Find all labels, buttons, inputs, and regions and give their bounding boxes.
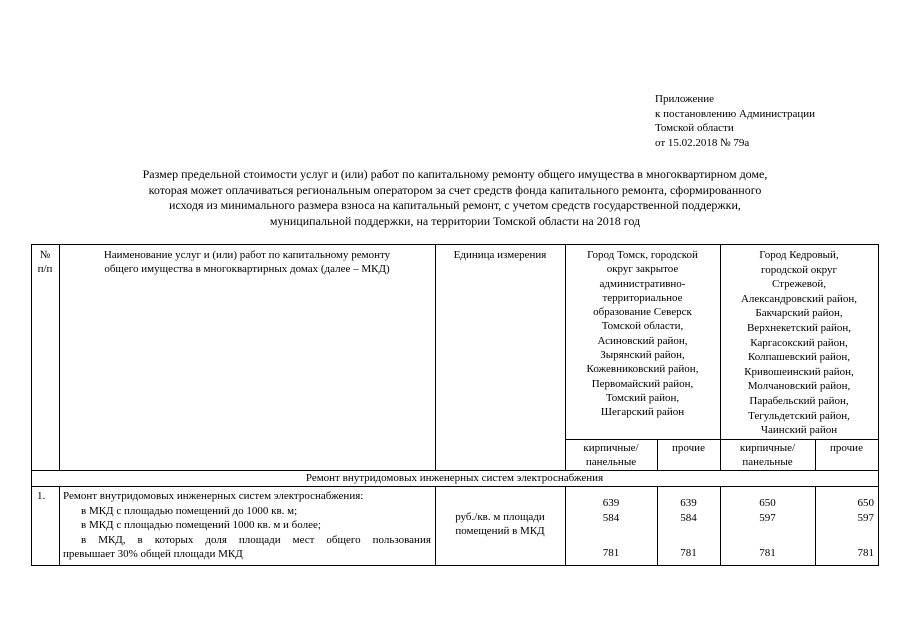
subheader-text: кирпичные/ [583,442,639,454]
region-line: Кожевниковский район, [586,363,699,376]
region-line: Чаинский район [760,424,838,437]
row-item: в МКД с площадью помещений 1000 кв. м и более; [81,519,321,532]
header-text: № [39,249,51,261]
header-text: Наименование услуг и (или) работ по капитальному ремонту [103,249,391,261]
region-line: Зырянский район, [600,349,685,362]
column-rule [59,244,60,470]
title-line: Размер предельной стоимости услуг и (или) работ по капитальному ремонту общего имущества в многоквартирном доме, [142,167,768,181]
row-title: Ремонт внутридомовых инженерных систем электроснабжения: [63,490,364,502]
column-rule [435,244,436,470]
value-cell: 650 [759,497,776,509]
row-item-justified [63,533,431,548]
table-border [31,244,32,565]
region-line: Молчановский район, [747,380,851,393]
value-cell: 781 [857,547,874,559]
document-title [60,167,850,229]
header-text: общего имущества в многоквартирных домах (далее – МКД) [104,263,390,276]
subheader-text: панельные [742,456,793,469]
header-number [31,248,59,277]
header-region-group-1 [565,248,720,420]
row-word: доля [205,533,227,546]
appendix-line: от 15.02.2018 № 79а [655,136,750,149]
subheader-text: панельные [585,456,637,469]
row-item: превышает 30% общей площади МКД [63,548,243,561]
row-item: в МКД с площадью помещений до 1000 кв. м; [81,504,298,517]
region-line: территориальное [602,291,683,304]
row-word: в [81,533,87,546]
region-line: Александровский район, [740,292,858,305]
subheader-text: кирпичные/ [739,442,796,454]
appendix-line: к постановлению Администрации [655,107,816,120]
header-region-group-2 [720,248,878,438]
table-border [878,244,879,565]
row-service-name [63,489,431,562]
region-line: Колпашевский район, [747,351,851,364]
region-line: Парабельский район, [749,394,849,407]
value-cell: 781 [602,547,620,559]
region-line: Город Томск, городской [587,249,698,261]
unit-text: руб./кв. м площади [455,511,545,523]
title-line: исходя из минимального размера взноса на капитальный ремонт, с учетом средств государственной поддержки, [169,198,741,212]
table-border [31,244,879,245]
region-line: Стрежевой, [771,278,827,291]
row-word: которых [154,533,194,546]
header-service-name [59,248,435,277]
region-line: Каргасокский район, [750,336,848,349]
region-line: Тегульдетский район, [748,409,850,422]
header-unit: Единица измерения [453,249,547,261]
row-word: общего [326,533,361,546]
region-line: Первомайский район, [591,377,694,390]
region-line: округ закрытое [606,263,679,276]
row-unit [435,510,565,539]
row-word: в [137,533,143,546]
row-word: пользования [372,533,431,546]
row-rule [31,486,879,487]
region-line: Шегарский район [600,406,685,419]
subheader-other: прочие [672,442,705,454]
subheader-brick-panel [720,441,815,470]
value-cell: 597 [857,512,874,524]
region-line: Томской области, [601,320,684,333]
value-cell: 781 [759,547,776,559]
appendix-line: Приложение [655,93,715,105]
row-word: площади [238,533,281,546]
value-cell: 639 [680,497,697,509]
region-line: Кривошеинский район, [744,365,854,378]
row-number: 1. [37,490,46,502]
value-cell: 650 [857,497,874,509]
title-line: муниципальной поддержки, на территории Томской области на 2018 год [269,213,641,228]
value-cell: 597 [759,512,776,524]
title-line: которая может оплачиваться региональным оператором за счет средств фонда капитального ремонта, сформированного [148,182,762,197]
appendix-line: Томской области [655,122,734,134]
unit-text: помещений в МКД [455,525,545,538]
region-line: образование Северск [593,306,692,319]
row-rule [565,439,879,440]
region-line: городской округ [760,263,838,276]
subheader-brick-panel [565,441,657,470]
appendix-block [655,92,815,150]
region-line: административно- [599,277,686,290]
header-text: п/п [37,263,53,276]
table-border [31,565,879,566]
subheader-other: прочие [830,442,863,454]
value-cell: 781 [680,547,697,559]
section-row: Ремонт внутридомовых инженерных систем электроснабжения [305,472,604,484]
region-line: Томский район, [605,391,680,404]
column-rule [59,486,60,565]
region-line: Город Кедровый, [759,249,839,261]
region-line: Верхнекетский район, [746,321,852,334]
value-cell: 584 [602,512,620,524]
region-line: Асиновский район, [597,334,688,347]
row-word: МКД, [98,533,126,546]
region-line: Бакчарский район, [755,307,843,320]
value-cell: 639 [602,497,620,509]
price-table [31,244,878,565]
value-cell: 584 [680,512,697,524]
row-word: мест [292,533,315,546]
